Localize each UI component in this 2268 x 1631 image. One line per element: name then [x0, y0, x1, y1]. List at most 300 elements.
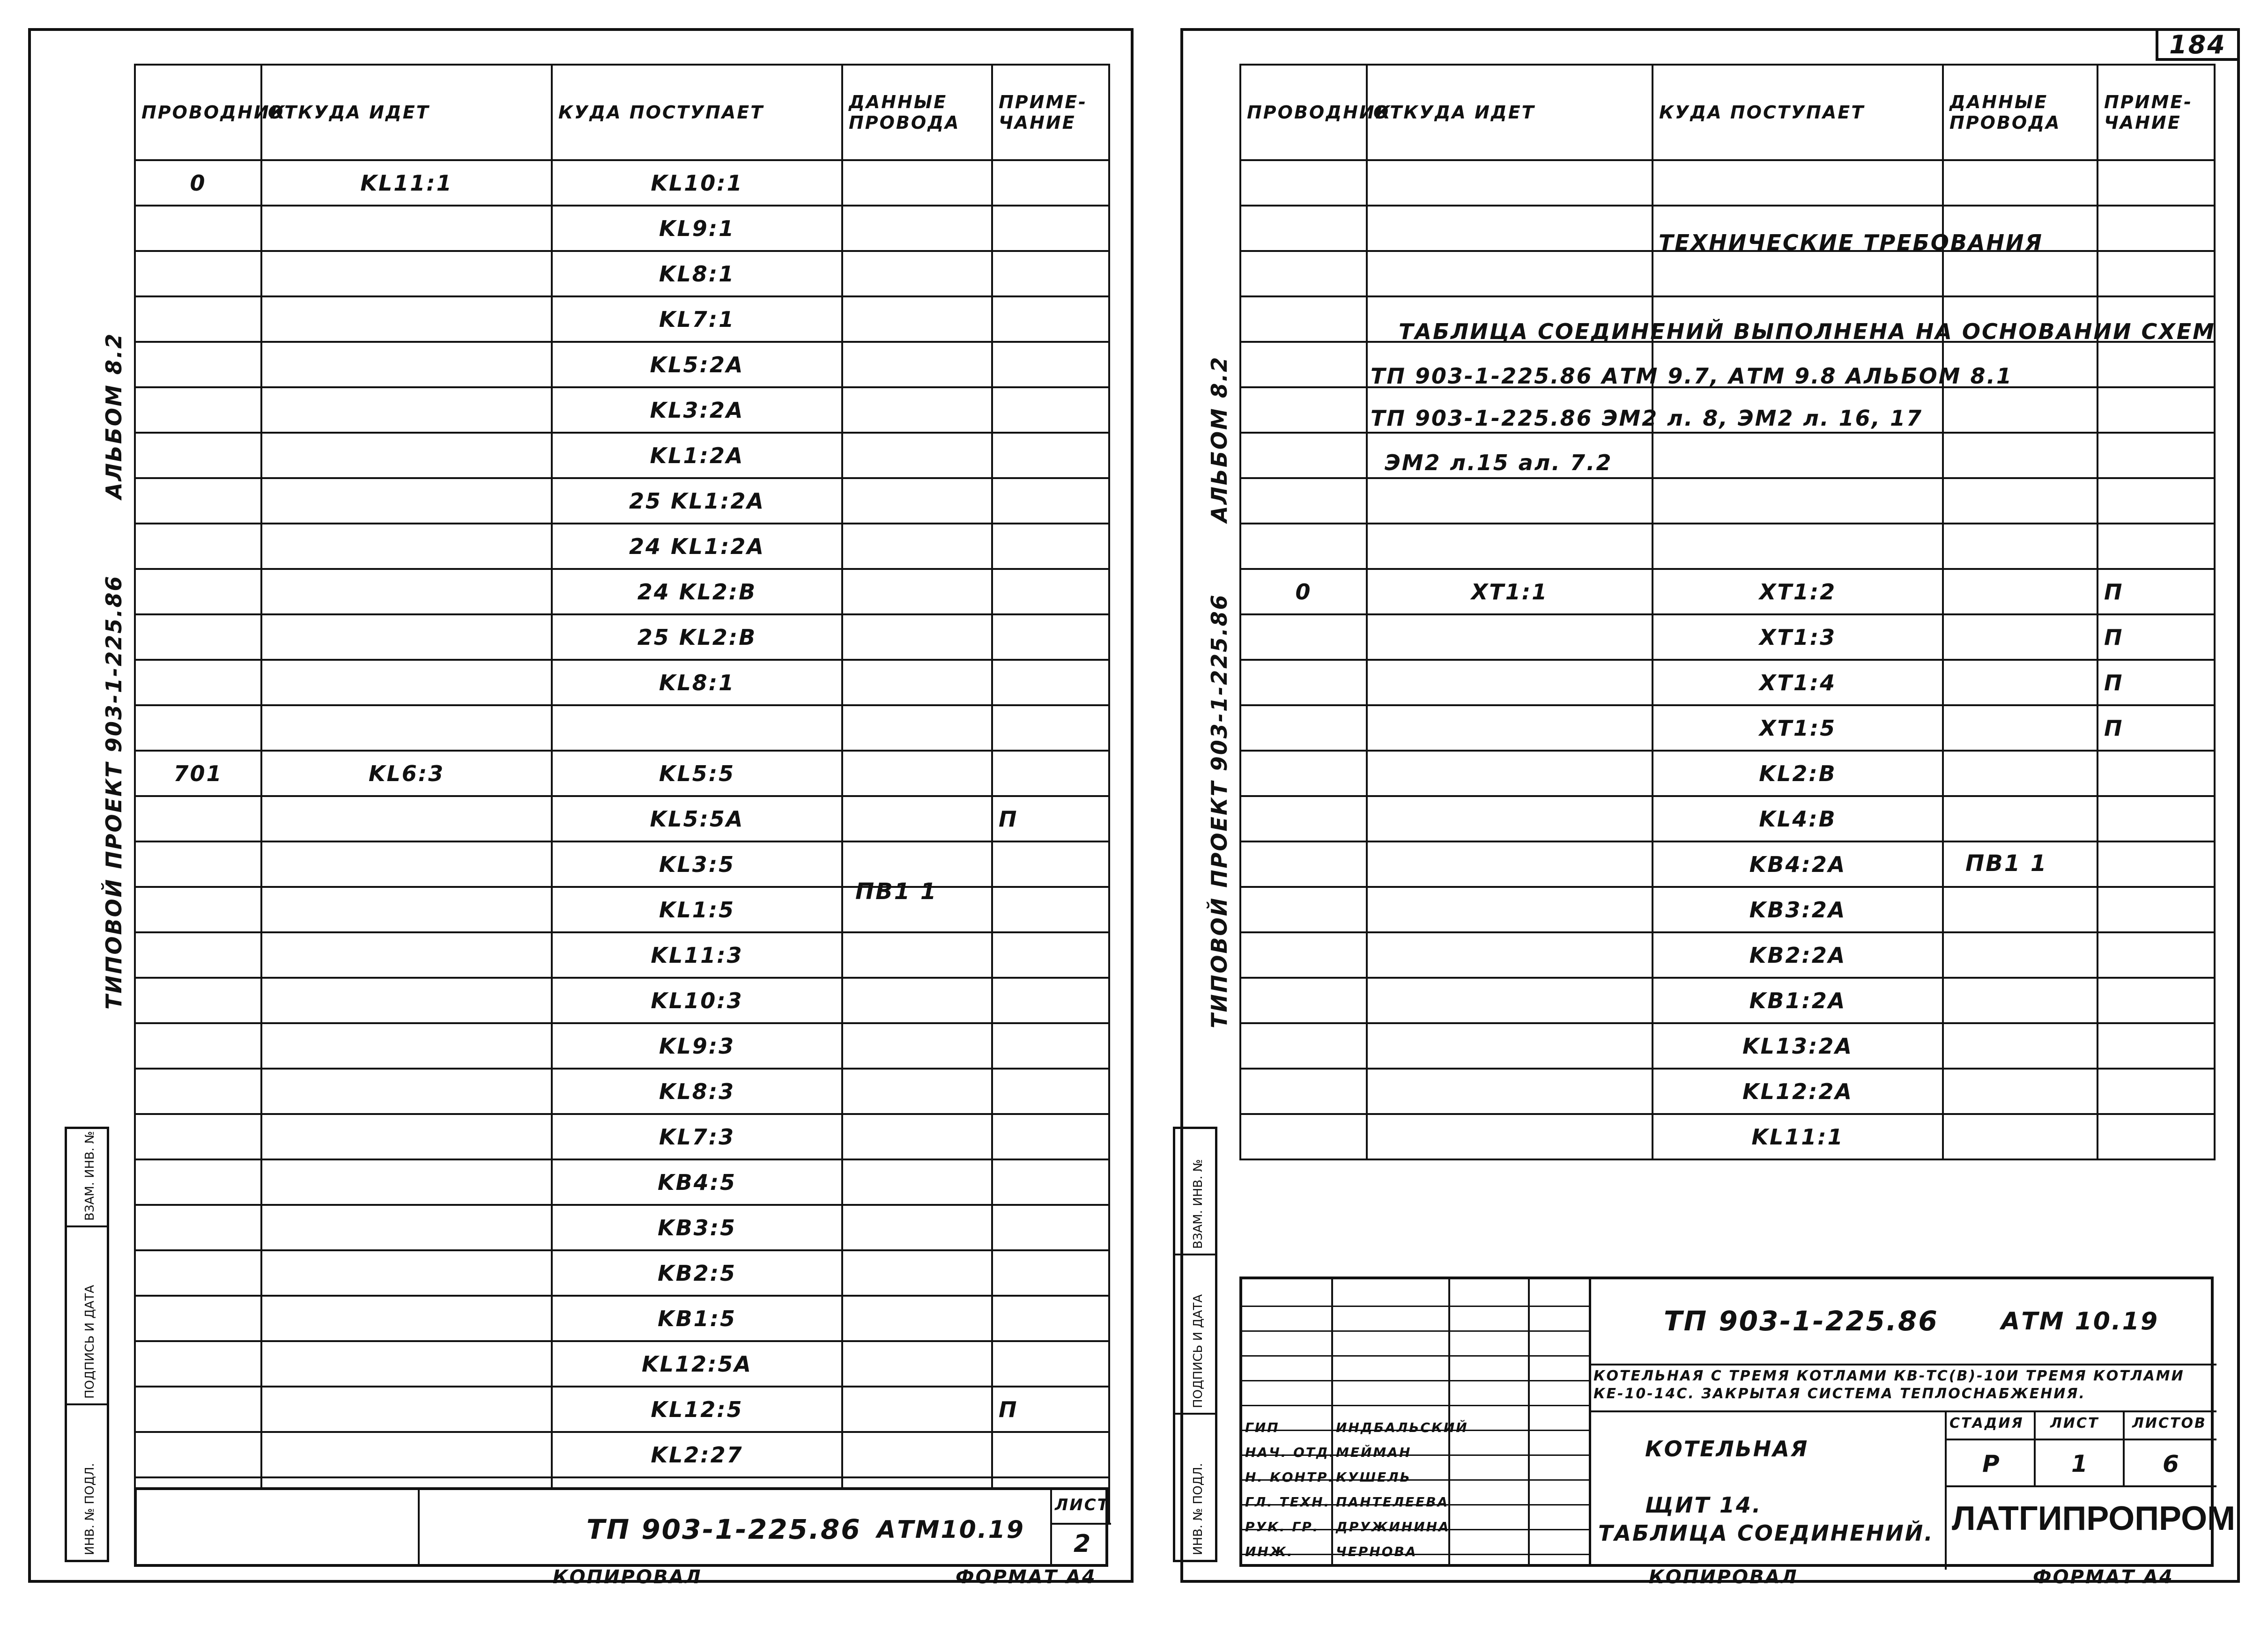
cell-conductor [135, 1069, 261, 1114]
sheet-label: ЛИСТ [2050, 1415, 2099, 1432]
cell-from [1367, 1114, 1653, 1159]
cell-wire-data [1943, 978, 2098, 1023]
cell-to: KB1:5 [552, 1296, 842, 1341]
cell-wire-data [842, 751, 992, 796]
cell-to: KL8:3 [552, 1069, 842, 1114]
cell-note [2098, 841, 2215, 887]
cell-to: KL9:3 [552, 1023, 842, 1069]
stamp-row-line [1242, 1380, 1589, 1381]
right-format: ФОРМАТ А4 [2033, 1566, 2174, 1588]
cell-conductor [135, 614, 261, 660]
cell-to: KL12:5A [552, 1341, 842, 1387]
left-stamp-doc: АТМ10.19 [877, 1516, 1025, 1544]
cell-note: П [992, 796, 1109, 841]
cell-to: KL3:5 [552, 841, 842, 887]
cell-conductor [135, 1296, 261, 1341]
cell-note [992, 887, 1109, 932]
table-row [1240, 705, 2215, 751]
cell-wire-data [842, 342, 992, 387]
project-vertical-right: ТИПОВОЙ ПРОЕКТ 903-1-225.86 [1207, 593, 1232, 1028]
sheets-label: ЛИСТОВ [2132, 1415, 2207, 1432]
cell-conductor [135, 478, 261, 524]
table-row [135, 796, 1109, 841]
table-row [1240, 978, 2215, 1023]
sheets-value: 6 [2163, 1450, 2180, 1477]
table-row [135, 1023, 1109, 1069]
cell-conductor [135, 1205, 261, 1250]
cell-wire-data [842, 978, 992, 1023]
table-row [135, 978, 1109, 1023]
left-connection-table [134, 64, 1110, 1524]
cell-wire-data [842, 251, 992, 296]
table-row [135, 887, 1109, 932]
stamp-row-line [1242, 1405, 1589, 1406]
cell-to: KB1:2A [1653, 978, 1943, 1023]
cell-conductor [135, 978, 261, 1023]
cell-conductor [1240, 796, 1367, 841]
cell-wire-data [842, 1341, 992, 1387]
tech-line-2: ТП 903-1-225.86 АТМ 9.7, АТМ 9.8 АЛЬБОМ 8.1 [1371, 363, 2013, 389]
cell-conductor [135, 841, 261, 887]
right-connection-table [1239, 64, 2216, 1160]
cell-note [992, 524, 1109, 569]
cell-note [992, 751, 1109, 796]
signature-role: Н. КОНТР. [1245, 1469, 1335, 1485]
blank-cell [2098, 387, 2215, 433]
cell-conductor [1240, 705, 1367, 751]
cell-from [261, 796, 552, 841]
cell-note [992, 251, 1109, 296]
table-row [135, 614, 1109, 660]
cell-wire-data [842, 524, 992, 569]
stage-label: СТАДИЯ [1949, 1415, 2024, 1432]
cell-note [992, 841, 1109, 887]
cell-conductor [135, 569, 261, 614]
cell-note [2098, 796, 2215, 841]
cell-to: KL13:2A [1653, 1023, 1943, 1069]
table-row [135, 433, 1109, 478]
cell-to: KL10:3 [552, 978, 842, 1023]
blank-cell [2098, 524, 2215, 569]
cell-note [992, 433, 1109, 478]
cell-from [261, 1296, 552, 1341]
cell-to: XT1:2 [1653, 569, 1943, 614]
table-row [135, 251, 1109, 296]
cell-note [2098, 1023, 2215, 1069]
cell-from [261, 387, 552, 433]
blank-cell [1653, 160, 1943, 206]
cell-from [261, 932, 552, 978]
blank-cell [1240, 206, 1367, 251]
cell-from [261, 206, 552, 251]
signature-name: ИНДБАЛЬСКИЙ [1336, 1420, 1468, 1435]
cell-wire-data [1943, 614, 2098, 660]
stamp-row-line [1242, 1306, 1589, 1307]
cell-conductor [135, 1341, 261, 1387]
cell-to: KL1:2A [552, 433, 842, 478]
table-row [135, 478, 1109, 524]
blank-cell [1240, 524, 1367, 569]
cell-wire-data [1943, 569, 2098, 614]
cell-wire-data [842, 478, 992, 524]
cell-to: KL12:5 [552, 1387, 842, 1432]
cell-to: KL5:2A [552, 342, 842, 387]
cell-wire-data [1943, 660, 2098, 705]
cell-wire-data [1943, 1023, 2098, 1069]
cell-to: XT1:4 [1653, 660, 1943, 705]
cell-from [261, 660, 552, 705]
cell-conductor [1240, 841, 1367, 887]
cell-to: KL9:1 [552, 206, 842, 251]
header-from-right: ОТКУДА ИДЕТ [1367, 65, 1653, 160]
table-row [1240, 1023, 2215, 1069]
cell-note [992, 614, 1109, 660]
cell-from [261, 524, 552, 569]
cell-from [261, 296, 552, 342]
cell-wire-data [842, 569, 992, 614]
stamp-row-line [1242, 1355, 1589, 1357]
cell-note [992, 296, 1109, 342]
cell-to: 24 KL2:B [552, 569, 842, 614]
cell-from: KL11:1 [261, 160, 552, 206]
project-vertical-left: ТИПОВОЙ ПРОЕКТ 903-1-225.86 [101, 575, 126, 1010]
table-header-right [1240, 65, 2215, 160]
left-copied: КОПИРОВАЛ [553, 1566, 702, 1588]
table-row [135, 1250, 1109, 1296]
signature-role: ИНЖ. [1245, 1544, 1294, 1559]
table-header [135, 65, 1109, 160]
cell-note [992, 1341, 1109, 1387]
cell-from [1367, 660, 1653, 705]
cell-from [1367, 705, 1653, 751]
header-to: КУДА ПОСТУПАЕТ [552, 65, 842, 160]
cell-to: KL8:1 [552, 660, 842, 705]
blank-cell [1240, 342, 1367, 387]
table-row [135, 1159, 1109, 1205]
cell-from [1367, 751, 1653, 796]
album-vertical-left: АЛЬБОМ 8.2 [101, 332, 126, 499]
cell-to: KL2:B [1653, 751, 1943, 796]
cell-from [261, 1159, 552, 1205]
blank-cell [2098, 478, 2215, 524]
cell-note [992, 342, 1109, 387]
cell-from [261, 433, 552, 478]
side-cell-podpis-right: ПОДПИСЬ И ДАТА [1175, 1255, 1215, 1415]
page-number: 184 [2156, 28, 2240, 61]
tech-requirements-title: ТЕХНИЧЕСКИЕ ТРЕБОВАНИЯ [1659, 230, 2043, 255]
cell-from: XT1:1 [1367, 569, 1653, 614]
cell-conductor [1240, 1069, 1367, 1114]
cell-wire-data [1943, 796, 2098, 841]
header-conductor-right: ПРОВОДНИК [1240, 65, 1367, 160]
cell-note [992, 1114, 1109, 1159]
cell-to: KL5:5 [552, 751, 842, 796]
signature-role: ГИП [1245, 1420, 1280, 1435]
cell-note [992, 660, 1109, 705]
table-row [135, 387, 1109, 433]
cell-conductor [135, 387, 261, 433]
cell-wire-data [1943, 705, 2098, 751]
cell-from [261, 569, 552, 614]
cell-note [992, 478, 1109, 524]
tech-line-3: ТП 903-1-225.86 ЭМ2 л. 8, ЭМ2 л. 16, 17 [1371, 406, 1923, 431]
cell-to: KB3:2A [1653, 887, 1943, 932]
cell-conductor [135, 1159, 261, 1205]
cell-note [992, 569, 1109, 614]
cell-note [2098, 978, 2215, 1023]
table-row [1240, 1114, 2215, 1159]
cell-from [261, 1023, 552, 1069]
cell-conductor: 701 [135, 751, 261, 796]
cell-from [261, 978, 552, 1023]
blank-cell [1240, 433, 1367, 478]
cell-conductor [135, 932, 261, 978]
cell-note [992, 206, 1109, 251]
cell-to: KL11:3 [552, 932, 842, 978]
cell-note [992, 978, 1109, 1023]
right-sheet [1180, 28, 2240, 1583]
cell-conductor: 0 [1240, 569, 1367, 614]
cell-from [261, 705, 552, 751]
cell-wire-data [842, 206, 992, 251]
cell-conductor [135, 887, 261, 932]
cell-note: П [992, 1387, 1109, 1432]
cell-conductor: 0 [135, 160, 261, 206]
right-title-stamp [1239, 1277, 2236, 1567]
table-row [135, 296, 1109, 342]
side-stamp-left [65, 1127, 109, 1562]
signature-name: КУШЕЛЬ [1336, 1469, 1411, 1485]
cell-from [261, 1341, 552, 1387]
cell-wire-data [842, 932, 992, 978]
cell-wire-data [842, 1250, 992, 1296]
wire-brace-label-right: ПВ1 1 [1965, 850, 2048, 877]
side-stamp-right [1173, 1127, 1217, 1562]
blank-cell [1367, 478, 1653, 524]
cell-from [1367, 887, 1653, 932]
cell-from [1367, 978, 1653, 1023]
cell-conductor [1240, 932, 1367, 978]
cell-wire-data [842, 660, 992, 705]
left-sheet-number: 2 [1074, 1530, 1092, 1558]
cell-wire-data [842, 1205, 992, 1250]
cell-to: KB4:2A [1653, 841, 1943, 887]
cell-conductor [1240, 887, 1367, 932]
table-row [1240, 932, 2215, 978]
cell-from [261, 614, 552, 660]
table-row [1240, 751, 2215, 796]
table-row [135, 1296, 1109, 1341]
cell-note [2098, 1069, 2215, 1114]
cell-conductor [135, 796, 261, 841]
cell-to: XT1:5 [1653, 705, 1943, 751]
cell-to: KL7:1 [552, 296, 842, 342]
table-row [135, 1114, 1109, 1159]
cell-wire-data [842, 705, 992, 751]
signature-role: РУК. ГР. [1245, 1519, 1319, 1535]
right-stamp-title-2: ТАБЛИЦА СОЕДИНЕНИЙ. [1598, 1520, 1934, 1546]
cell-from [261, 478, 552, 524]
cell-conductor [1240, 614, 1367, 660]
cell-conductor [135, 1387, 261, 1432]
blank-cell [1943, 251, 2098, 296]
cell-from [1367, 796, 1653, 841]
cell-from [261, 1432, 552, 1477]
stage-value: Р [1982, 1450, 2001, 1477]
signature-name: ДРУЖИНИНА [1336, 1519, 1450, 1535]
table-row [135, 206, 1109, 251]
blank-cell [1943, 433, 2098, 478]
cell-from [1367, 1069, 1653, 1114]
cell-wire-data [842, 1432, 992, 1477]
wire-brace-label-left: ПВ1 1 [855, 878, 938, 905]
tech-line-4: ЭМ2 л.15 ал. 7.2 [1385, 450, 1613, 475]
header-from: ОТКУДА ИДЕТ [261, 65, 552, 160]
table-row [135, 751, 1109, 796]
side-cell-vzam: ВЗАМ. ИНВ. № [67, 1129, 107, 1227]
cell-wire-data [842, 433, 992, 478]
signature-name: ЧЕРНОВА [1336, 1544, 1417, 1559]
cell-wire-data [842, 796, 992, 841]
table-row [135, 160, 1109, 206]
cell-conductor [135, 660, 261, 705]
header-wire-data: ДАННЫЕ ПРОВОДА [842, 65, 992, 160]
blank-cell [1367, 251, 1653, 296]
blank-cell [1240, 251, 1367, 296]
cell-to: KL5:5A [552, 796, 842, 841]
cell-conductor [135, 1250, 261, 1296]
table-row [135, 1341, 1109, 1387]
header-to-right: КУДА ПОСТУПАЕТ [1653, 65, 1943, 160]
table-row [135, 660, 1109, 705]
cell-conductor [1240, 751, 1367, 796]
album-vertical-right: АЛЬБОМ 8.2 [1207, 355, 1232, 523]
blank-cell [1367, 206, 1653, 251]
cell-to: KL2:27 [552, 1432, 842, 1477]
cell-to: 25 KL2:B [552, 614, 842, 660]
cell-wire-data [842, 1159, 992, 1205]
header-conductor: ПРОВОДНИК [135, 65, 261, 160]
right-stamp-code: ТП 903-1-225.86 [1664, 1305, 1939, 1337]
sheet-value: 1 [2071, 1450, 2089, 1477]
cell-wire-data [842, 296, 992, 342]
blank-row [1240, 478, 2215, 524]
cell-to: KL10:1 [552, 160, 842, 206]
blank-cell [1240, 296, 1367, 342]
blank-cell [1240, 160, 1367, 206]
cell-to: KL3:2A [552, 387, 842, 433]
right-stamp-doc: АТМ 10.19 [2001, 1307, 2159, 1336]
stamp-row-line [1242, 1330, 1589, 1332]
cell-from [261, 251, 552, 296]
cell-conductor [135, 251, 261, 296]
cell-note [2098, 1114, 2215, 1159]
left-sheet-label: ЛИСТ [1055, 1496, 1110, 1514]
cell-from [261, 1250, 552, 1296]
table-row [1240, 660, 2215, 705]
cell-note [992, 1296, 1109, 1341]
cell-conductor [135, 433, 261, 478]
cell-to: KL11:1 [1653, 1114, 1943, 1159]
table-row [135, 932, 1109, 978]
cell-conductor [135, 524, 261, 569]
cell-to: 25 KL1:2A [552, 478, 842, 524]
cell-conductor [135, 705, 261, 751]
table-row [1240, 614, 2215, 660]
side-cell-podpis: ПОДПИСЬ И ДАТА [67, 1227, 107, 1405]
blank-cell [1653, 524, 1943, 569]
cell-from [1367, 932, 1653, 978]
blank-row [1240, 251, 2215, 296]
cell-to: KL4:B [1653, 796, 1943, 841]
blank-cell [1240, 387, 1367, 433]
cell-to: KB2:2A [1653, 932, 1943, 978]
table-row [1240, 1069, 2215, 1114]
cell-wire-data [1943, 932, 2098, 978]
table-row [135, 342, 1109, 387]
table-row [1240, 887, 2215, 932]
blank-cell [1367, 524, 1653, 569]
cell-wire-data [1943, 887, 2098, 932]
blank-cell [1943, 524, 2098, 569]
right-stamp-object: КОТЕЛЬНАЯ [1645, 1436, 1809, 1461]
cell-wire-data [842, 1387, 992, 1432]
cell-note [2098, 751, 2215, 796]
blank-cell [1653, 433, 1943, 478]
cell-conductor [1240, 1023, 1367, 1069]
signature-name: МЕЙМАН [1336, 1445, 1412, 1460]
cell-to: KL8:1 [552, 251, 842, 296]
cell-note: П [2098, 705, 2215, 751]
cell-note: П [2098, 660, 2215, 705]
cell-wire-data [842, 160, 992, 206]
blank-cell [2098, 433, 2215, 478]
cell-conductor [135, 1432, 261, 1477]
cell-conductor [135, 1114, 261, 1159]
cell-note: П [2098, 614, 2215, 660]
left-sheet [28, 28, 1134, 1583]
blank-cell [2098, 342, 2215, 387]
signature-name: ПАНТЕЛЕЕВА [1336, 1494, 1449, 1510]
cell-from [261, 1114, 552, 1159]
blank-cell [1943, 160, 2098, 206]
table-row [135, 1069, 1109, 1114]
cell-to: KL7:3 [552, 1114, 842, 1159]
blank-cell [2098, 160, 2215, 206]
tech-line-1: ТАБЛИЦА СОЕДИНЕНИЙ ВЫПОЛНЕНА НА ОСНОВАНИИ СХЕМ [1399, 319, 2216, 344]
signature-role: НАЧ. ОТД. [1245, 1445, 1336, 1460]
table-row [1240, 796, 2215, 841]
cell-to: 24 KL1:2A [552, 524, 842, 569]
cell-note [992, 932, 1109, 978]
cell-note [992, 1205, 1109, 1250]
side-cell-inv-right: ИНВ. № ПОДЛ. [1191, 1463, 1205, 1555]
right-stamp-desc: КОТЕЛЬНАЯ С ТРЕМЯ КОТЛАМИ КВ-ТС(В)-10И ТРЕМЯ КОТЛАМИ КЕ-10-14С. ЗАКРЫТАЯ СИСТЕМА ТЕПЛОСНАБЖЕНИЯ. [1594, 1368, 2185, 1402]
cell-to: KB4:5 [552, 1159, 842, 1205]
table-row [1240, 569, 2215, 614]
blank-cell [1653, 478, 1943, 524]
cell-to: KL12:2A [1653, 1069, 1943, 1114]
cell-note [992, 160, 1109, 206]
table-row [135, 569, 1109, 614]
org-name: ЛАТГИПРОПРОМ [1952, 1500, 2236, 1537]
cell-note [992, 1023, 1109, 1069]
blank-cell [2098, 251, 2215, 296]
signature-role: ГЛ. ТЕХН. [1245, 1494, 1331, 1510]
cell-wire-data [842, 614, 992, 660]
cell-note: П [2098, 569, 2215, 614]
table-row [1240, 841, 2215, 887]
